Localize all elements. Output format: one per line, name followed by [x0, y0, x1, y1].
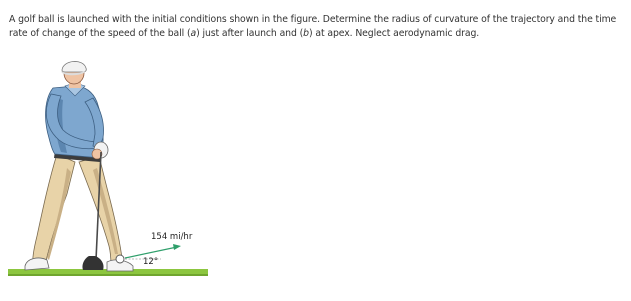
cap-icon	[62, 61, 86, 72]
arrow-head	[173, 244, 181, 250]
problem-line-2-middle: ) just after launch and (	[196, 28, 304, 39]
left-shoe	[25, 258, 49, 270]
golf-swing-figure	[5, 58, 215, 288]
problem-statement	[9, 13, 625, 41]
club-head	[82, 256, 103, 270]
golfer-illustration	[5, 58, 215, 288]
problem-line-2	[9, 27, 625, 41]
part-a-letter: a	[190, 28, 197, 39]
golf-ball-icon	[116, 255, 124, 263]
speed-label: 154 mi/hr	[151, 232, 193, 242]
problem-line-2-prefix: rate of change of the speed of the ball (	[9, 28, 191, 39]
problem-line-2-suffix: ) at apex. Neglect aerodynamic drag.	[308, 28, 480, 39]
problem-line-1: A golf ball is launched with the initial conditions shown in the figure. Determine the radius of curvature of the trajectory and the time	[9, 14, 617, 25]
grass-edge	[8, 274, 208, 276]
angle-label: 12°	[143, 257, 159, 267]
part-b-letter: b	[303, 28, 309, 39]
